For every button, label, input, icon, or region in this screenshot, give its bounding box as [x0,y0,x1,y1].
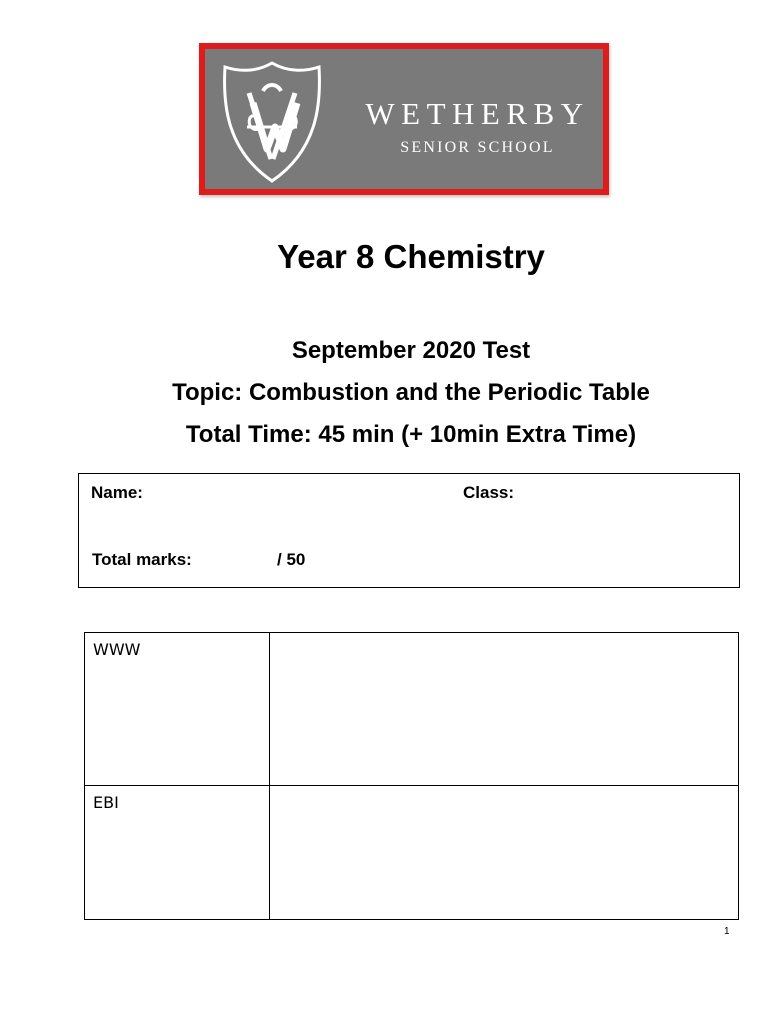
www-label: WWW [85,633,270,786]
class-label: Class: [463,483,515,502]
ebi-field [270,786,739,920]
feedback-row-ebi [85,786,739,920]
ebi-label: EBI [85,786,270,920]
test-duration: Total Time: 45 min (+ 10min Extra Time) [185,421,637,448]
name-label: Name: [91,483,143,502]
test-topic: Topic: Combustion and the Periodic Table [172,379,650,406]
document-title: Year 8 Chemistry [277,238,545,275]
school-subtitle: SENIOR SCHOOL [400,139,555,156]
feedback-table [84,632,739,920]
test-name: September 2020 Test [291,337,531,364]
school-logo [199,43,609,195]
student-info-box [78,473,740,588]
school-crest-icon [219,57,325,187]
page-number: 1 [724,926,730,937]
total-marks-value: / 50 [277,550,306,569]
www-field [270,633,739,786]
school-name: WETHERBY [365,96,590,131]
feedback-row-www [85,633,739,786]
total-marks-label: Total marks: [92,550,192,569]
